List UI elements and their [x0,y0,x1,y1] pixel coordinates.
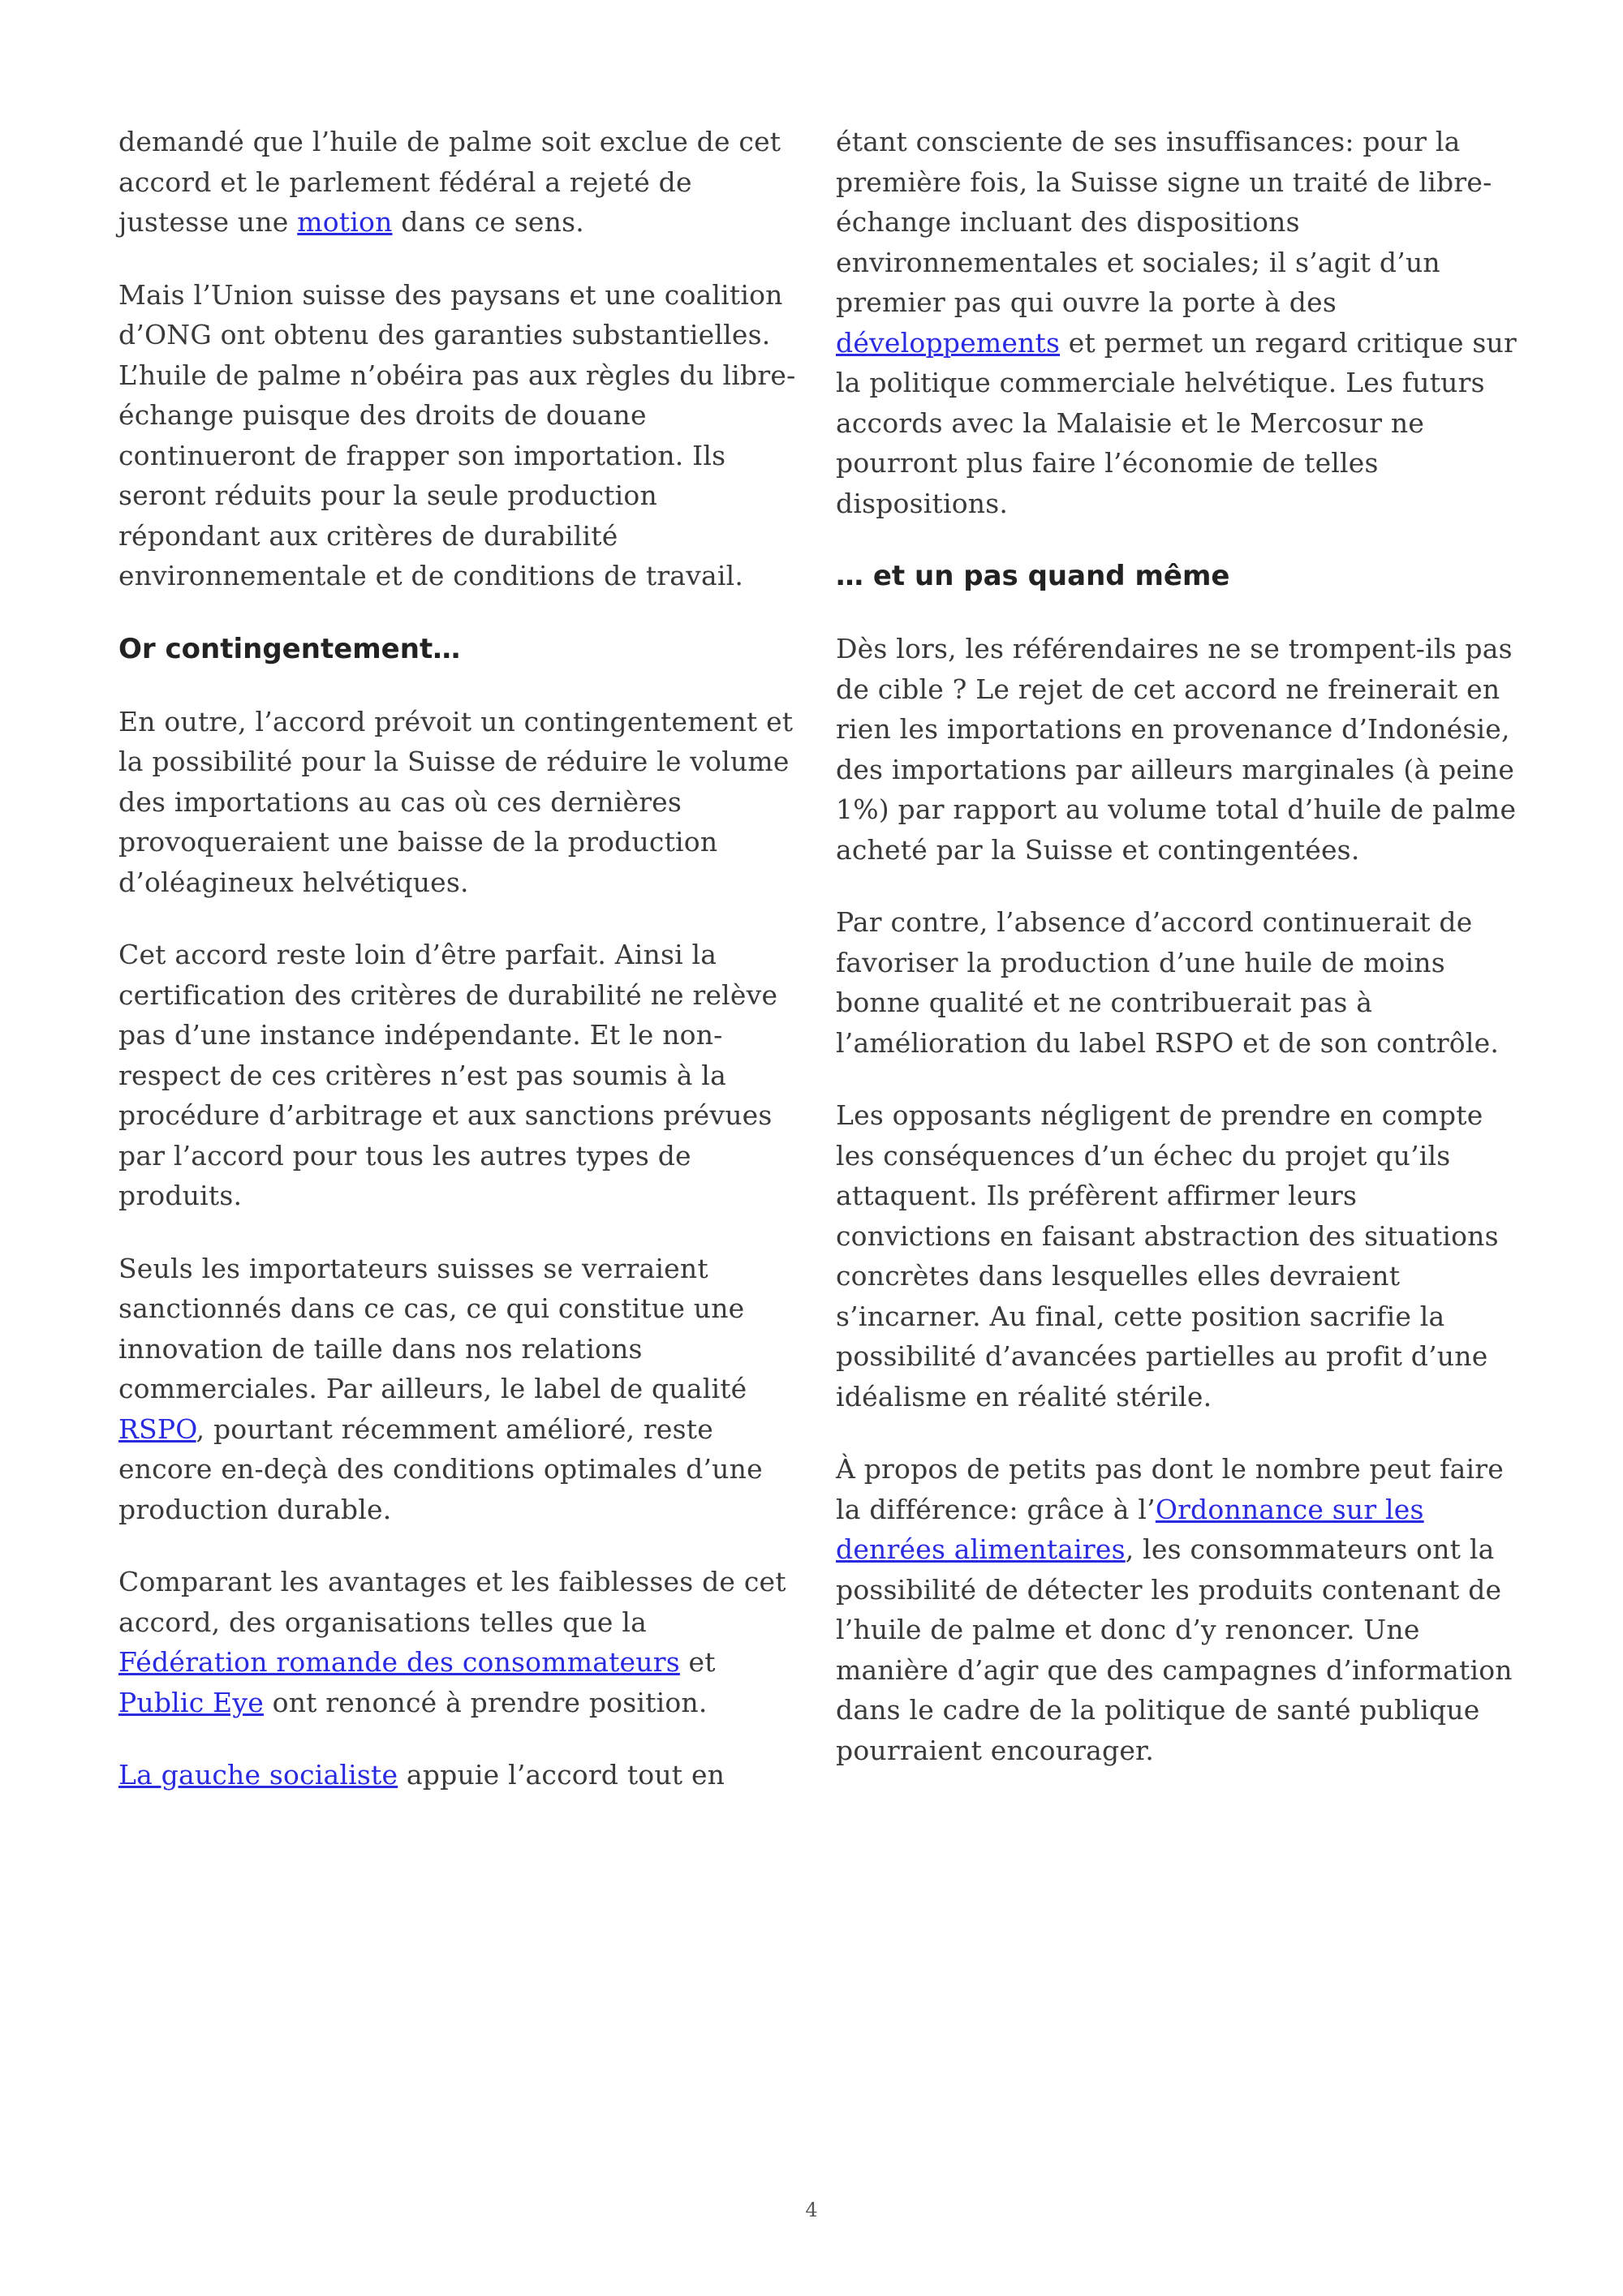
left-column [118,122,800,1828]
paragraph-text: appuie l’accord tout en [398,1759,725,1791]
paragraph-text: , les consommateurs ont la possibilité de détecter les produits contenant de l’huile de palme et donc d’y renoncer. Une manière d’agir que des campagnes d’information dans le cadre de la politique de santé publique pourraient encourager. [836,1533,1513,1766]
section-heading-un-pas: … et un pas quand même [836,560,1230,592]
paragraph [118,1755,800,1795]
paragraph [118,122,800,243]
rspo-link[interactable]: RSPO [118,1412,196,1445]
paragraph: En outre, l’accord prévoit un contingentement et la possibilité pour la Suisse de réduire le volume des importations au cas où ces dernières provoqueraient une baisse de la production d’oléagineux helvétiques. [118,705,794,898]
ordonnance-link[interactable]: Ordonnance sur les denrées alimentaires [836,1493,1424,1565]
paragraph-text: demandé que l’huile de palme soit exclue de cet accord et le parlement fédéral a rejeté de justesse une [118,126,781,238]
paragraph [118,1562,800,1722]
paragraph-text: , pourtant récemment amélioré, reste encore en-deçà des conditions optimales d’une production durable. [118,1412,763,1525]
paragraph-text: ont renoncé à prendre position. [263,1686,708,1718]
paragraph-text: dans ce sens. [392,206,584,238]
motion-link[interactable]: motion [297,206,393,238]
public-eye-link[interactable]: Public Eye [118,1686,264,1718]
paragraph: Dès lors, les référendaires ne se trompent-ils pas de cible ? Le rejet de cet accord ne freinerait en rien les importations en provenance d’Indonésie, des importations par ailleurs marginales (à peine 1%) par rapport au volume total d’huile de palme acheté par la Suisse et contingentées. [836,633,1517,866]
paragraph-text: Comparant les avantages et les faiblesses de cet accord, des organisations telles que la [118,1566,786,1638]
paragraph: Les opposants négligent de prendre en compte les conséquences d’un échec du projet qu’ils attaquent. Ils préfèrent affirmer leurs convictions en faisant abstraction des situations concrètes dans lesquelles elles devraient s’incarner. Au final, cette position sacrifie la possibilité d’avancées partielles au profit d’une idéalisme en réalité stérile. [836,1099,1499,1412]
paragraph [836,1449,1518,1770]
section-heading-contingentement: Or contingentement… [118,632,461,665]
paragraph-text: À propos de petits pas dont le nombre peut faire la différence: grâce à l’ [836,1453,1504,1525]
paragraph-text: étant consciente de ses insuffisances: pour la première fois, la Suisse signe un traité de libre-échange incluant des dispositions environnementales et sociales; il s’agit d’un premier pas qui ouvre la porte à des [836,126,1492,318]
right-column [836,122,1518,1803]
paragraph: Cet accord reste loin d’être parfait. Ainsi la certification des critères de durabilité ne relève pas d’une instance indépendante. Et le non-respect de ces critères n’est pas soumis à la procédure d’arbitrage et aux sanctions prévues par l’accord pour tous les autres types de produits. [118,939,778,1211]
paragraph: Mais l’Union suisse des paysans et une coalition d’ONG ont obtenu des garanties substantielles. L’huile de palme n’obéira pas aux règles du libre-échange puisque des droits de douane continueront de frapper son importation. Ils seront réduits pour la seule production répondant aux critères de durabilité environnementale et de conditions de travail. [118,278,796,591]
paragraph [836,122,1518,523]
paragraph [118,1249,800,1530]
paragraph-text: et [679,1646,716,1678]
developpements-link[interactable]: développements [836,326,1061,359]
paragraph-text: et permet un regard critique sur la politique commerciale helvétique. Les futurs accords avec la Malaisie et le Mercosur ne pourront plus faire l’économie de telles dispositions. [836,326,1517,519]
gauche-socialiste-link[interactable]: La gauche socialiste [118,1759,398,1791]
paragraph-text: Seuls les importateurs suisses se verraient sanctionnés dans ce cas, ce qui constitue une innovation de taille dans nos relations commerciales. Par ailleurs, le label de qualité [118,1252,747,1404]
page-number: 4 [805,2199,818,2221]
frc-link[interactable]: Fédération romande des consommateurs [118,1646,680,1678]
paragraph: Par contre, l’absence d’accord continuerait de favoriser la production d’une huile de moins bonne qualité et ne contribuerait pas à l’amélioration du label RSPO et de son contrôle. [836,906,1500,1059]
